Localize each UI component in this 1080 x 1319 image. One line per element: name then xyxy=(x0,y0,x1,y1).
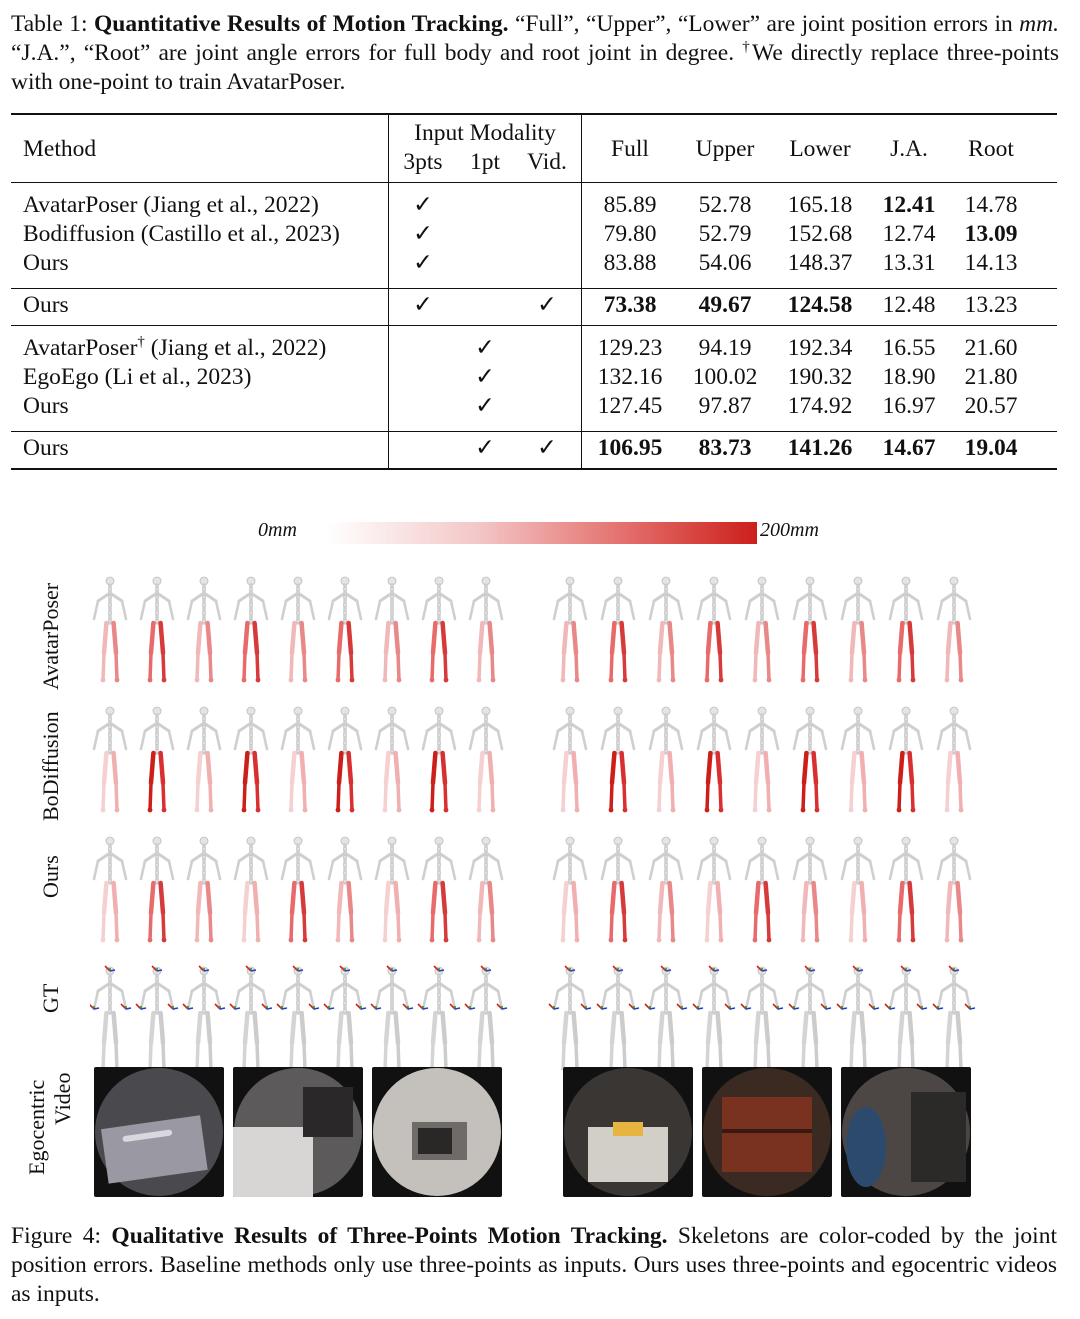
predicted-skeleton xyxy=(554,837,586,942)
gt-skeleton xyxy=(741,966,783,1070)
row-6-upper: 97.87 xyxy=(698,393,752,419)
figure-caption-text: Skeletons are color-coded by the joint position errors. Baseline methods only use three-points as inputs. Ours uses three-points and egocentric videos as inputs. xyxy=(11,1223,1057,1307)
predicted-skeleton xyxy=(141,837,173,942)
predicted-skeleton xyxy=(423,577,455,682)
row-2-upper: 54.06 xyxy=(698,250,752,276)
row-7-method: Ours xyxy=(23,435,69,461)
predicted-skeleton xyxy=(794,837,826,942)
row-0-lower: 165.18 xyxy=(787,192,853,218)
predicted-skeleton xyxy=(376,837,408,942)
predicted-skeleton xyxy=(329,837,361,942)
row-0-method: AvatarPoser (Jiang et al., 2022) xyxy=(23,192,319,218)
row-label-bodiffusion: BoDiffusion xyxy=(38,711,63,821)
table-top-rule xyxy=(11,113,1057,115)
ego-video-frame-5 xyxy=(702,1067,832,1197)
row-5-root: 21.80 xyxy=(964,364,1018,390)
gt-skeleton xyxy=(645,966,687,1070)
row-0-upper: 52.78 xyxy=(698,192,752,218)
predicted-skeleton xyxy=(794,707,826,812)
predicted-skeleton xyxy=(282,707,314,812)
row-4-check-1pt: ✓ xyxy=(475,335,495,361)
table-caption-text-2: “J.A.”, “Root” are joint angle errors for full body and root joint in degree. xyxy=(11,40,735,66)
row-7-full: 106.95 xyxy=(597,435,663,461)
row-5-check-1pt: ✓ xyxy=(475,364,495,390)
row-1-full: 79.80 xyxy=(603,221,657,247)
predicted-skeleton xyxy=(602,837,634,942)
table-caption-text-3: We directly replace three-points with one-point to train AvatarPoser. xyxy=(11,40,1060,95)
row-5-ja: 18.90 xyxy=(882,364,936,390)
predicted-skeleton xyxy=(602,707,634,812)
gt-skeleton xyxy=(597,966,639,1070)
predicted-skeleton xyxy=(746,577,778,682)
row-3-check-vid: ✓ xyxy=(537,292,557,318)
header-vid: Vid. xyxy=(527,149,567,175)
predicted-skeleton xyxy=(94,837,126,942)
colorbar-min-label: 0mm xyxy=(258,519,297,541)
row-4-method xyxy=(23,334,326,362)
row-4-root: 21.60 xyxy=(964,335,1018,361)
predicted-skeleton xyxy=(94,707,126,812)
row-7-ja: 14.67 xyxy=(882,435,936,461)
row-4-method-cite: (Jiang et al., 2022) xyxy=(150,335,327,361)
row-3-lower: 124.58 xyxy=(787,292,853,318)
predicted-skeleton xyxy=(235,577,267,682)
table-bottom-rule xyxy=(11,468,1057,470)
gt-skeleton xyxy=(136,966,178,1070)
row-5-full: 132.16 xyxy=(597,364,663,390)
predicted-skeleton xyxy=(282,837,314,942)
predicted-skeleton xyxy=(554,707,586,812)
table-caption-title: Quantitative Results of Motion Tracking. xyxy=(93,11,509,37)
row-3-full: 73.38 xyxy=(603,292,657,318)
row-label-avatarposer: AvatarPoser xyxy=(38,582,63,690)
skeleton-panel-left xyxy=(90,570,520,1070)
predicted-skeleton xyxy=(842,707,874,812)
row-2-lower: 148.37 xyxy=(787,250,853,276)
row-5-method: EgoEgo (Li et al., 2023) xyxy=(23,364,252,390)
row-3-method: Ours xyxy=(23,292,69,318)
predicted-skeleton xyxy=(282,577,314,682)
table-vline-left xyxy=(388,115,389,469)
header-root: Root xyxy=(968,136,1014,162)
predicted-skeleton xyxy=(554,577,586,682)
header-upper: Upper xyxy=(695,136,755,162)
row-7-check-vid: ✓ xyxy=(537,435,557,461)
ego-video-frame-3 xyxy=(372,1067,502,1197)
row-4-dagger: † xyxy=(137,334,145,351)
figure-caption-prefix: Figure 4: xyxy=(11,1223,102,1249)
row-0-root: 14.78 xyxy=(964,192,1018,218)
gt-skeleton xyxy=(693,966,735,1070)
table-caption xyxy=(11,10,1059,97)
predicted-skeleton xyxy=(329,707,361,812)
predicted-skeleton xyxy=(376,577,408,682)
predicted-skeleton xyxy=(235,707,267,812)
row-6-check-1pt: ✓ xyxy=(475,393,495,419)
row-6-method: Ours xyxy=(23,393,69,419)
row-label-egocentric: Egocentric xyxy=(24,1079,49,1175)
row-1-check-3pts: ✓ xyxy=(413,221,433,247)
predicted-skeleton xyxy=(423,707,455,812)
gt-skeleton xyxy=(885,966,927,1070)
predicted-skeleton xyxy=(602,577,634,682)
ego-video-frame-1 xyxy=(94,1067,224,1197)
gt-skeleton xyxy=(90,966,131,1070)
predicted-skeleton xyxy=(188,707,220,812)
row-7-lower: 141.26 xyxy=(787,435,853,461)
row-1-upper: 52.79 xyxy=(698,221,752,247)
predicted-skeleton xyxy=(423,837,455,942)
row-4-lower: 192.34 xyxy=(787,335,853,361)
predicted-skeleton xyxy=(938,577,970,682)
gt-skeleton xyxy=(789,966,831,1070)
row-2-method: Ours xyxy=(23,250,69,276)
predicted-skeleton xyxy=(141,707,173,812)
row-0-full: 85.89 xyxy=(603,192,657,218)
row-7-upper: 83.73 xyxy=(698,435,752,461)
table-caption-unit: mm. xyxy=(1019,11,1059,37)
gt-skeleton xyxy=(837,966,879,1070)
table-group-rule-3 xyxy=(11,431,1057,432)
row-4-method-name: AvatarPoser xyxy=(23,335,138,361)
row-label-video: Video xyxy=(50,1072,75,1125)
header-ja: J.A. xyxy=(890,136,928,162)
gt-skeleton xyxy=(549,966,591,1070)
predicted-skeleton xyxy=(842,837,874,942)
predicted-skeleton xyxy=(141,577,173,682)
ego-video-frame-2 xyxy=(233,1067,363,1197)
predicted-skeleton xyxy=(794,577,826,682)
predicted-skeleton xyxy=(470,577,502,682)
row-0-check-3pts: ✓ xyxy=(413,192,433,218)
error-colorbar xyxy=(327,522,757,544)
gt-skeleton xyxy=(230,966,272,1070)
gt-skeleton xyxy=(371,966,413,1070)
row-4-full: 129.23 xyxy=(597,335,663,361)
figure-caption xyxy=(11,1222,1057,1309)
predicted-skeleton xyxy=(842,577,874,682)
table-vline-right xyxy=(581,115,582,469)
gt-skeleton xyxy=(418,966,460,1070)
colorbar-max-label: 200mm xyxy=(760,519,819,541)
row-6-full: 127.45 xyxy=(597,393,663,419)
row-label-ours: Ours xyxy=(38,855,63,898)
ego-video-frame-4 xyxy=(563,1067,693,1197)
row-4-upper: 94.19 xyxy=(698,335,752,361)
row-7-check-1pt: ✓ xyxy=(475,435,495,461)
predicted-skeleton xyxy=(698,837,730,942)
row-3-root: 13.23 xyxy=(964,292,1018,318)
predicted-skeleton xyxy=(746,707,778,812)
row-label-gt: GT xyxy=(38,983,63,1013)
row-6-lower: 174.92 xyxy=(787,393,853,419)
row-1-root: 13.09 xyxy=(964,221,1018,247)
predicted-skeleton xyxy=(650,837,682,942)
predicted-skeleton xyxy=(650,577,682,682)
figure-4 xyxy=(0,505,1080,1205)
predicted-skeleton xyxy=(470,707,502,812)
row-1-lower: 152.68 xyxy=(787,221,853,247)
row-2-check-3pts: ✓ xyxy=(413,250,433,276)
row-2-ja: 13.31 xyxy=(882,250,936,276)
predicted-skeleton xyxy=(938,837,970,942)
predicted-skeleton xyxy=(188,577,220,682)
row-1-method: Bodiffusion (Castillo et al., 2023) xyxy=(23,221,340,247)
row-2-root: 14.13 xyxy=(964,250,1018,276)
header-full: Full xyxy=(611,136,649,162)
table-caption-dagger: † xyxy=(742,39,753,56)
header-input-modality: Input Modality xyxy=(414,120,556,146)
row-5-lower: 190.32 xyxy=(787,364,853,390)
predicted-skeleton xyxy=(376,707,408,812)
table-caption-text: “Full”, “Upper”, “Lower” are joint position errors in xyxy=(514,11,1013,37)
header-method: Method xyxy=(23,136,97,162)
predicted-skeleton xyxy=(746,837,778,942)
row-3-check-3pts: ✓ xyxy=(413,292,433,318)
gt-skeleton xyxy=(465,966,507,1070)
row-6-ja: 16.97 xyxy=(882,393,936,419)
predicted-skeleton xyxy=(235,837,267,942)
row-2-full: 83.88 xyxy=(603,250,657,276)
gt-skeleton xyxy=(183,966,225,1070)
header-1pt: 1pt xyxy=(469,149,501,175)
predicted-skeleton xyxy=(698,707,730,812)
row-4-ja: 16.55 xyxy=(882,335,936,361)
ego-video-frame-6 xyxy=(841,1067,971,1197)
predicted-skeleton xyxy=(94,577,126,682)
row-1-ja: 12.74 xyxy=(882,221,936,247)
predicted-skeleton xyxy=(698,577,730,682)
row-0-ja: 12.41 xyxy=(882,192,936,218)
predicted-skeleton xyxy=(890,837,922,942)
row-6-root: 20.57 xyxy=(964,393,1018,419)
table-header-rule xyxy=(11,182,1057,183)
figure-caption-title: Qualitative Results of Three-Points Motion Tracking. xyxy=(111,1223,668,1249)
predicted-skeleton xyxy=(650,707,682,812)
predicted-skeleton xyxy=(890,707,922,812)
predicted-skeleton xyxy=(938,707,970,812)
predicted-skeleton xyxy=(329,577,361,682)
gt-skeleton xyxy=(933,966,975,1070)
row-3-ja: 12.48 xyxy=(882,292,936,318)
predicted-skeleton xyxy=(890,577,922,682)
header-lower: Lower xyxy=(789,136,851,162)
table-group-rule-2 xyxy=(11,325,1057,326)
table-group-rule-1 xyxy=(11,288,1057,289)
gt-skeleton xyxy=(324,966,366,1070)
row-7-root: 19.04 xyxy=(964,435,1018,461)
predicted-skeleton xyxy=(470,837,502,942)
row-5-upper: 100.02 xyxy=(692,364,758,390)
skeleton-panel-right xyxy=(548,570,988,1070)
gt-skeleton xyxy=(277,966,319,1070)
row-3-upper: 49.67 xyxy=(698,292,752,318)
table-caption-prefix: Table 1: xyxy=(11,11,88,37)
header-3pts: 3pts xyxy=(403,149,443,175)
predicted-skeleton xyxy=(188,837,220,942)
